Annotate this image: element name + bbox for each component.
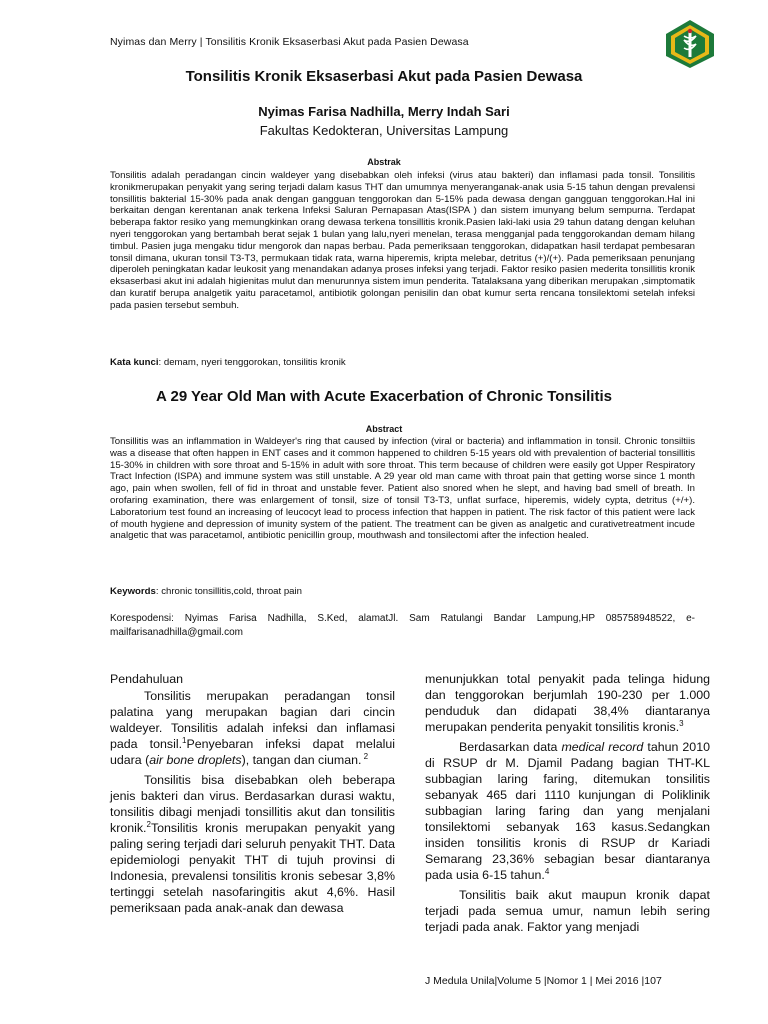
paragraph-text: Tonsilitis baik akut maupun kronik dapat terjadi pada semua umur, namun lebih sering terjadi pada anak. Faktor yang menjadi xyxy=(425,888,710,934)
abstract-text: Tonsilitis adalah peradangan cincin waldeyer yang disebabkan oleh infeksi (virus atau bakteri) dan inflamasi pada tonsil. Tonsilitis kronikmerupakan penyakit yang sering terjadi dalam kasus THT dan umumnya menyeranganak-anak usia 5-15 tahun dengan prevalensi tonsillitis bakterial 15-30% pada anak dengan gangguan tenggorokan dan 5-15% pada dewasa dengan gangguan tenggorokan.Hal ini berkaitan dengan kerentanan anak terkena Infeksi Saluran Pernapasan Atas(ISPA ) dan sistem imunyang belum sempurna. Terdapat beberapa faktor resiko yang memungkinkan orang dewasa terkena tonsillitis kronik.Pasien laki-laki usia 29 tahun datang dengan keluhan nyeri tenggorokan yang bertambah berat sejak 1 bulan yang lalu,nyeri menelan, terasa mengganjal pada tenggorokandan demam hilang timbul. Pasien juga mengaku tidur mengorok dan napas berbau. Pada pemeriksaan tenggorokan, didapatkan hasil terdapat pembesaran tonsil dimana, ukuran tonsil T3-T3, permukaan tidak rata, warna hiperemis, kripta melebar, detritus (+)/(+). Pada pemeriksaan penunjang diperoleh peningkatan kadar leukosit yang menandakan adanya proses infeksi yang terjadi. Faktor resiko pasien mederita tonsillitis kronik eksaserbasi akut ini adalah higienitas mulut dan menurunnya sistem imun penderita. Tatalaksana yang diberikan merupakan ,simptomatik dan kuratif berupa analgetik yaitu paracetamol, antibiotik golongan penisilin dan obat kumur serta rencana tonsilektomi setelah infeksi pada pasien tersebut sembuh. xyxy=(110,170,695,311)
body-paragraph xyxy=(425,739,710,883)
abstract-heading-english: Abstract xyxy=(365,424,403,434)
body-column-left xyxy=(110,671,395,920)
keywords xyxy=(110,357,695,368)
paragraph-text: Tonsilitis bisa disebabkan oleh beberapa jenis bakteri dan virus. Berdasarkan durasi waktu, tonsilitis dibagi menjadi tonsillitis akut dan tonsilitis kronik. xyxy=(110,773,395,835)
paragraph-text: Berdasarkan data xyxy=(459,740,562,754)
running-header: Nyimas dan Merry | Tonsilitis Kronik Eksaserbasi Akut pada Pasien Dewasa xyxy=(110,36,469,48)
body-paragraph xyxy=(425,671,710,735)
paragraph-text: menunjukkan total penyakit pada telinga hidung dan tenggorokan berjumlah 190-230 per 1.000 penduduk dan didapati 38,4% diantaranya merupakan penderita penyakit tonsilitis kronis. xyxy=(425,672,710,734)
abstract-heading: Abstrak xyxy=(367,157,401,167)
paper-title-english: A 29 Year Old Man with Acute Exacerbation of Chronic Tonsilitis xyxy=(156,388,612,405)
page-footer: J Medula Unila|Volume 5 |Nomor 1 | Mei 2016 |107 xyxy=(425,975,662,987)
citation-ref: 1 xyxy=(182,735,187,745)
author-list: Nyimas Farisa Nadhilla, Merry Indah Sari xyxy=(258,104,510,119)
affiliation: Fakultas Kedokteran, Universitas Lampung xyxy=(259,123,509,138)
citation-ref: 3 xyxy=(679,718,684,728)
keywords-english xyxy=(110,586,695,597)
keywords-text-english: : chronic tonsillitis,cold, throat pain xyxy=(155,586,302,597)
paragraph-text: ), tangan dan ciuman. xyxy=(241,753,362,767)
keywords-label-english: Keywords xyxy=(110,586,156,597)
body-column-right xyxy=(425,671,710,939)
citation-ref: 2 xyxy=(361,751,369,761)
paragraph-text: Penyebaran infeksi dapat melalui udara ( xyxy=(110,737,395,767)
correspondence: Korespodensi: Nyimas Farisa Nadhilla, S.Ked, alamatJl. Sam Ratulangi Bandar Lampung,HP 085758948522, e-mailfarisanadhilla@gmail.com xyxy=(110,613,695,638)
section-heading: Pendahuluan xyxy=(110,672,184,686)
paragraph-text: Tonsilitis kronis merupakan penyakit yang paling sering terjadi dari seluruh penyakit THT. Data epidemiologi penyakit THT di tujuh provinsi di Indonesia, prevalensi tonsilitis kronis sebesar 3,8% tertinggi setelah nasofaringitis akut 4,6%. Hasil pemeriksaan pada anak-anak dan dewasa xyxy=(110,821,395,915)
university-logo xyxy=(664,18,716,70)
paragraph-text: tahun 2010 di RSUP dr M. Djamil Padang bagian THT-KL subbagian laring faring, ditemukan tonsilitis sebanyak 465 dari 1110 kunjungan di Poliklinik subbagian laring faring dan yang menjalani tonsilektomi sebanyak 163 kasus.Sedangkan insiden tonsilitis kronis di RSUP dr Kariadi Semarang 23,36% sebagian besar diantaranya pada usia 6-15 tahun. xyxy=(425,740,710,882)
citation-ref: 2 xyxy=(146,819,151,829)
body-paragraph xyxy=(110,688,395,768)
paper-title: Tonsilitis Kronik Eksaserbasi Akut pada Pasien Dewasa xyxy=(185,68,583,85)
body-paragraph xyxy=(425,887,710,935)
italic-term: air bone droplets xyxy=(149,753,242,767)
citation-ref: 4 xyxy=(544,866,550,876)
keywords-label: Kata kunci xyxy=(110,357,159,368)
italic-term: medical record xyxy=(561,740,644,754)
abstract-text-english: Tonsillitis was an inflammation in Waldeyer's ring that caused by infection (viral or bacteria) and inflammation in tonsil. Chronic tonsiltiis was a disease that often happen in ENT cases and it common happened to children 5-15 years old with prevalention of bacterial tonsillitis 15-30% in children with sore throat and 5-15% in adult with sore throat. This term because of children were easily got Upper Respiratory Tract Infection (ISPA) and immune system was still unstable. A 29 year old man came with throat pain that getting worse since 1 month ago, pain when swollen, fell of fid in throat and unstable fever. Patient also snored when he slept, and having bad smell of breath. In orofaring examination, there was enlargement of tonsil, size of tonsil T3-T3, unflat surface, hiperemis, widely cypta, detritus (+/+). Laboratorium test found an increasing of leucocyt lead to process infection that happen in patient. The risk factor of this patient were lack of mouth hygiene and depression of imunity system of the patient. The treatment can be given as analgetic and curativetreatment incude analgetic that was paracetamol, antibiotic penicillin group, mouthwash and tonsilectomi after the infection healed. xyxy=(110,436,695,542)
body-paragraph xyxy=(110,772,395,916)
keywords-text: : demam, nyeri tenggorokan, tonsilitis kronik xyxy=(158,357,346,368)
paragraph-text: Tonsilitis merupakan peradangan tonsil palatina yang merupakan bagian dari cincin waldeyer. Tonsilitis adalah infeksi dan inflamasi pada tonsil. xyxy=(110,689,395,751)
